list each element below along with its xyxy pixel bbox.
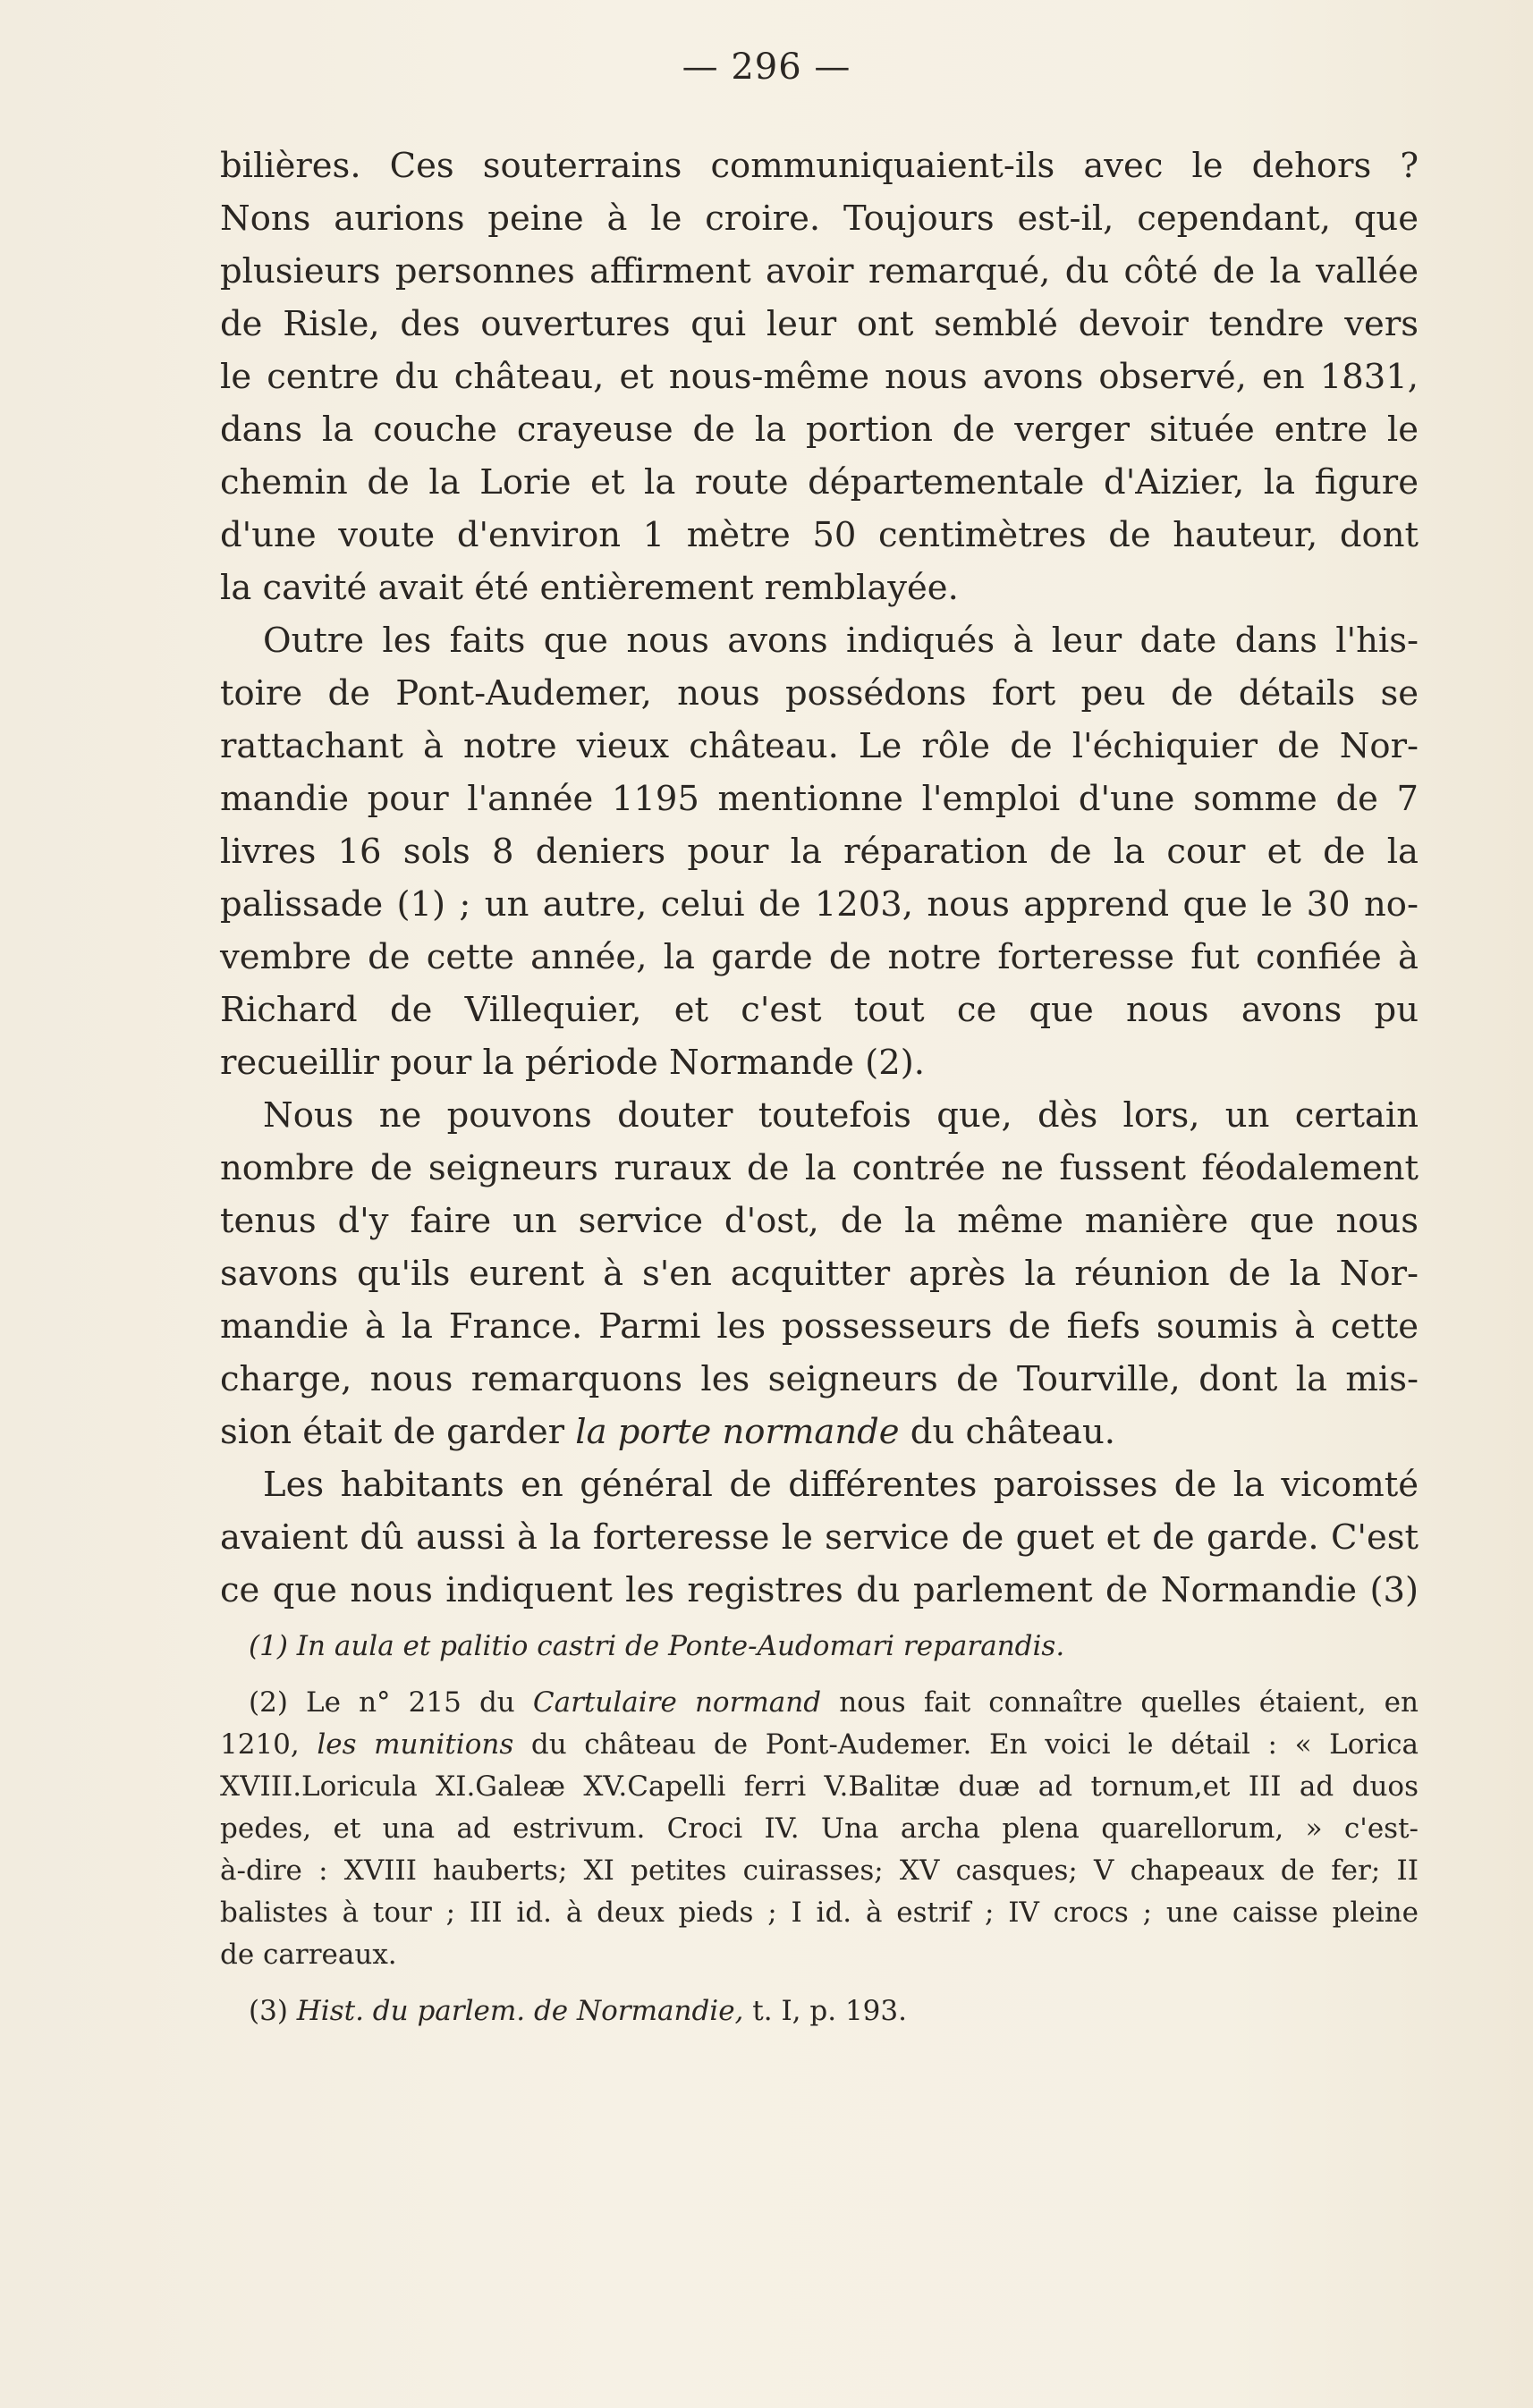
body-line xyxy=(220,1353,1419,1406)
footnote-2-text: 1210, xyxy=(220,1728,318,1761)
footnotes xyxy=(220,1626,1419,2032)
body-line-text: le centre du château, et nous-même nous avons observé, en 1831, xyxy=(220,357,1419,397)
body-line-text: palissade (1) ; un autre, celui de 1203, nous apprend que le 30 no- xyxy=(220,884,1419,925)
body-line xyxy=(220,1089,1419,1142)
body-line-text: Nons aurions peine à le croire. Toujours est-il, cependant, que xyxy=(220,199,1419,239)
body-line xyxy=(220,1564,1419,1617)
footnote-2-line xyxy=(220,1934,1419,1976)
footnote-2 xyxy=(220,1682,1419,1976)
body-line-text: bilières. Ces souterrains communiquaient-ils avec le dehors ? xyxy=(220,146,1419,186)
body-line xyxy=(220,1142,1419,1195)
body-line-text: Outre les faits que nous avons indiqués à leur date dans l'his- xyxy=(263,621,1419,661)
body-line-text: mandie pour l'année 1195 mentionne l'emploi d'une somme de 7 xyxy=(220,779,1419,819)
body-line xyxy=(220,1406,1419,1458)
body-line-text: chemin de la Lorie et la route départementale d'Aizier, la figure xyxy=(220,462,1419,503)
footnote-1 xyxy=(220,1626,1419,1668)
body-line xyxy=(220,1458,1419,1511)
footnote-2-text: (2) Le n° 215 du xyxy=(249,1686,533,1719)
body-line xyxy=(220,825,1419,878)
footnote-2-line xyxy=(220,1892,1419,1934)
footnote-2-text: XVIII.Loricula XI.Galeæ XV.Capelli ferri V.Balitæ duæ ad tornum,et III ad duos xyxy=(220,1770,1419,1803)
footnote-2-italic: les munitions xyxy=(317,1728,514,1761)
body-line-text: nombre de seigneurs ruraux de la contrée ne fussent féodalement xyxy=(220,1148,1419,1188)
body-line xyxy=(220,139,1419,192)
body-line xyxy=(220,351,1419,403)
body-line xyxy=(220,1036,1419,1089)
body-line-italic: la porte normande xyxy=(575,1412,900,1452)
footnote-2-line xyxy=(220,1724,1419,1766)
body-line xyxy=(220,509,1419,562)
footnote-2-text: pedes, et una ad estrivum. Croci IV. Una archa plena quarellorum, » c'est- xyxy=(220,1812,1419,1845)
body-line-text: tenus d'y faire un service d'ost, de la même manière que nous xyxy=(220,1201,1419,1241)
body-line xyxy=(220,878,1419,931)
body-line xyxy=(220,720,1419,773)
body-line xyxy=(220,614,1419,667)
body-line xyxy=(220,984,1419,1036)
body-line-text: la cavité avait été entièrement remblayée. xyxy=(220,568,959,608)
body-line-text: sion était de garder xyxy=(220,1412,576,1452)
footnote-1-marker: (1) xyxy=(249,1630,297,1662)
body-line-text: avaient dû aussi à la forteresse le service de guet et de garde. C'est xyxy=(220,1517,1419,1558)
body-line-text: rattachant à notre vieux château. Le rôle de l'échiquier de Nor- xyxy=(220,726,1419,766)
footnote-2-line xyxy=(220,1808,1419,1850)
body-line xyxy=(220,403,1419,456)
body-line-text: vembre de cette année, la garde de notre forteresse fut confiée à xyxy=(220,937,1419,977)
body-line-text: d'une voute d'environ 1 mètre 50 centimètres de hauteur, dont xyxy=(220,515,1419,555)
footnote-2-text: nous fait connaître quelles étaient, en xyxy=(821,1686,1419,1719)
body-line xyxy=(220,1300,1419,1353)
body-line xyxy=(220,1511,1419,1564)
body-line-text: plusieurs personnes affirment avoir remarqué, du côté de la vallée xyxy=(220,251,1419,291)
body-line-text: mandie à la France. Parmi les possesseurs de fiefs soumis à cette xyxy=(220,1306,1419,1347)
body-line xyxy=(220,773,1419,825)
body-line-text: Nous ne pouvons douter toutefois que, dès lors, un certain xyxy=(263,1095,1419,1136)
body-line xyxy=(220,931,1419,984)
body-line-text: de Risle, des ouvertures qui leur ont semblé devoir tendre vers xyxy=(220,304,1419,344)
body-line xyxy=(220,1195,1419,1247)
body-line-text: Les habitants en général de différentes paroisses de la vicomté xyxy=(263,1465,1419,1505)
body-line xyxy=(220,456,1419,509)
page-number: — 296 — xyxy=(682,46,851,88)
footnote-3-marker: (3) xyxy=(249,1995,297,2027)
body-line-text: recueillir pour la période Normande (2). xyxy=(220,1043,925,1083)
footnote-2-text: à-dire : XVIII hauberts; XI petites cuirasses; XV casques; V chapeaux de fer; II xyxy=(220,1855,1419,1887)
footnote-2-line xyxy=(220,1850,1419,1892)
body-line-text: dans la couche crayeuse de la portion de verger située entre le xyxy=(220,410,1419,450)
body-line-text: livres 16 sols 8 deniers pour la réparation de la cour et de la xyxy=(220,832,1419,872)
footnote-2-italic: Cartulaire normand xyxy=(532,1686,822,1719)
footnote-2-text: de carreaux. xyxy=(220,1939,397,1971)
body-line-text: Richard de Villequier, et c'est tout ce que nous avons pu xyxy=(220,990,1419,1030)
body-line xyxy=(220,245,1419,298)
body-line-text: toire de Pont-Audemer, nous possédons fort peu de détails se xyxy=(220,673,1419,714)
body-line-text: ce que nous indiquent les registres du parlement de Normandie (3) xyxy=(220,1570,1419,1610)
body-line-text: savons qu'ils eurent à s'en acquitter après la réunion de la Nor- xyxy=(220,1254,1419,1294)
body-line-text: charge, nous remarquons les seigneurs de Tourville, dont la mis- xyxy=(220,1359,1419,1399)
footnote-1-text: In aula et palitio castri de Ponte-Audomari reparandis. xyxy=(296,1630,1065,1662)
footnote-2-text: balistes à tour ; III id. à deux pieds ; I id. à estrif ; IV crocs ; une caisse pleine xyxy=(220,1897,1419,1929)
body-line xyxy=(220,562,1419,614)
body-line xyxy=(220,298,1419,351)
body-line xyxy=(220,1247,1419,1300)
footnote-3 xyxy=(220,1990,1419,2032)
body-line xyxy=(220,192,1419,245)
body-line-text: du château. xyxy=(899,1412,1116,1452)
body-line xyxy=(220,667,1419,720)
footnote-3-title: Hist. du parlem. de Normandie, xyxy=(296,1995,744,2027)
footnote-2-text: du château de Pont-Audemer. En voici le détail : « Lorica xyxy=(513,1728,1419,1761)
body-text xyxy=(220,139,1419,1617)
footnote-2-line xyxy=(220,1682,1419,1724)
footnote-2-line xyxy=(220,1766,1419,1808)
footnote-3-ref: t. I, p. 193. xyxy=(743,1995,907,2027)
